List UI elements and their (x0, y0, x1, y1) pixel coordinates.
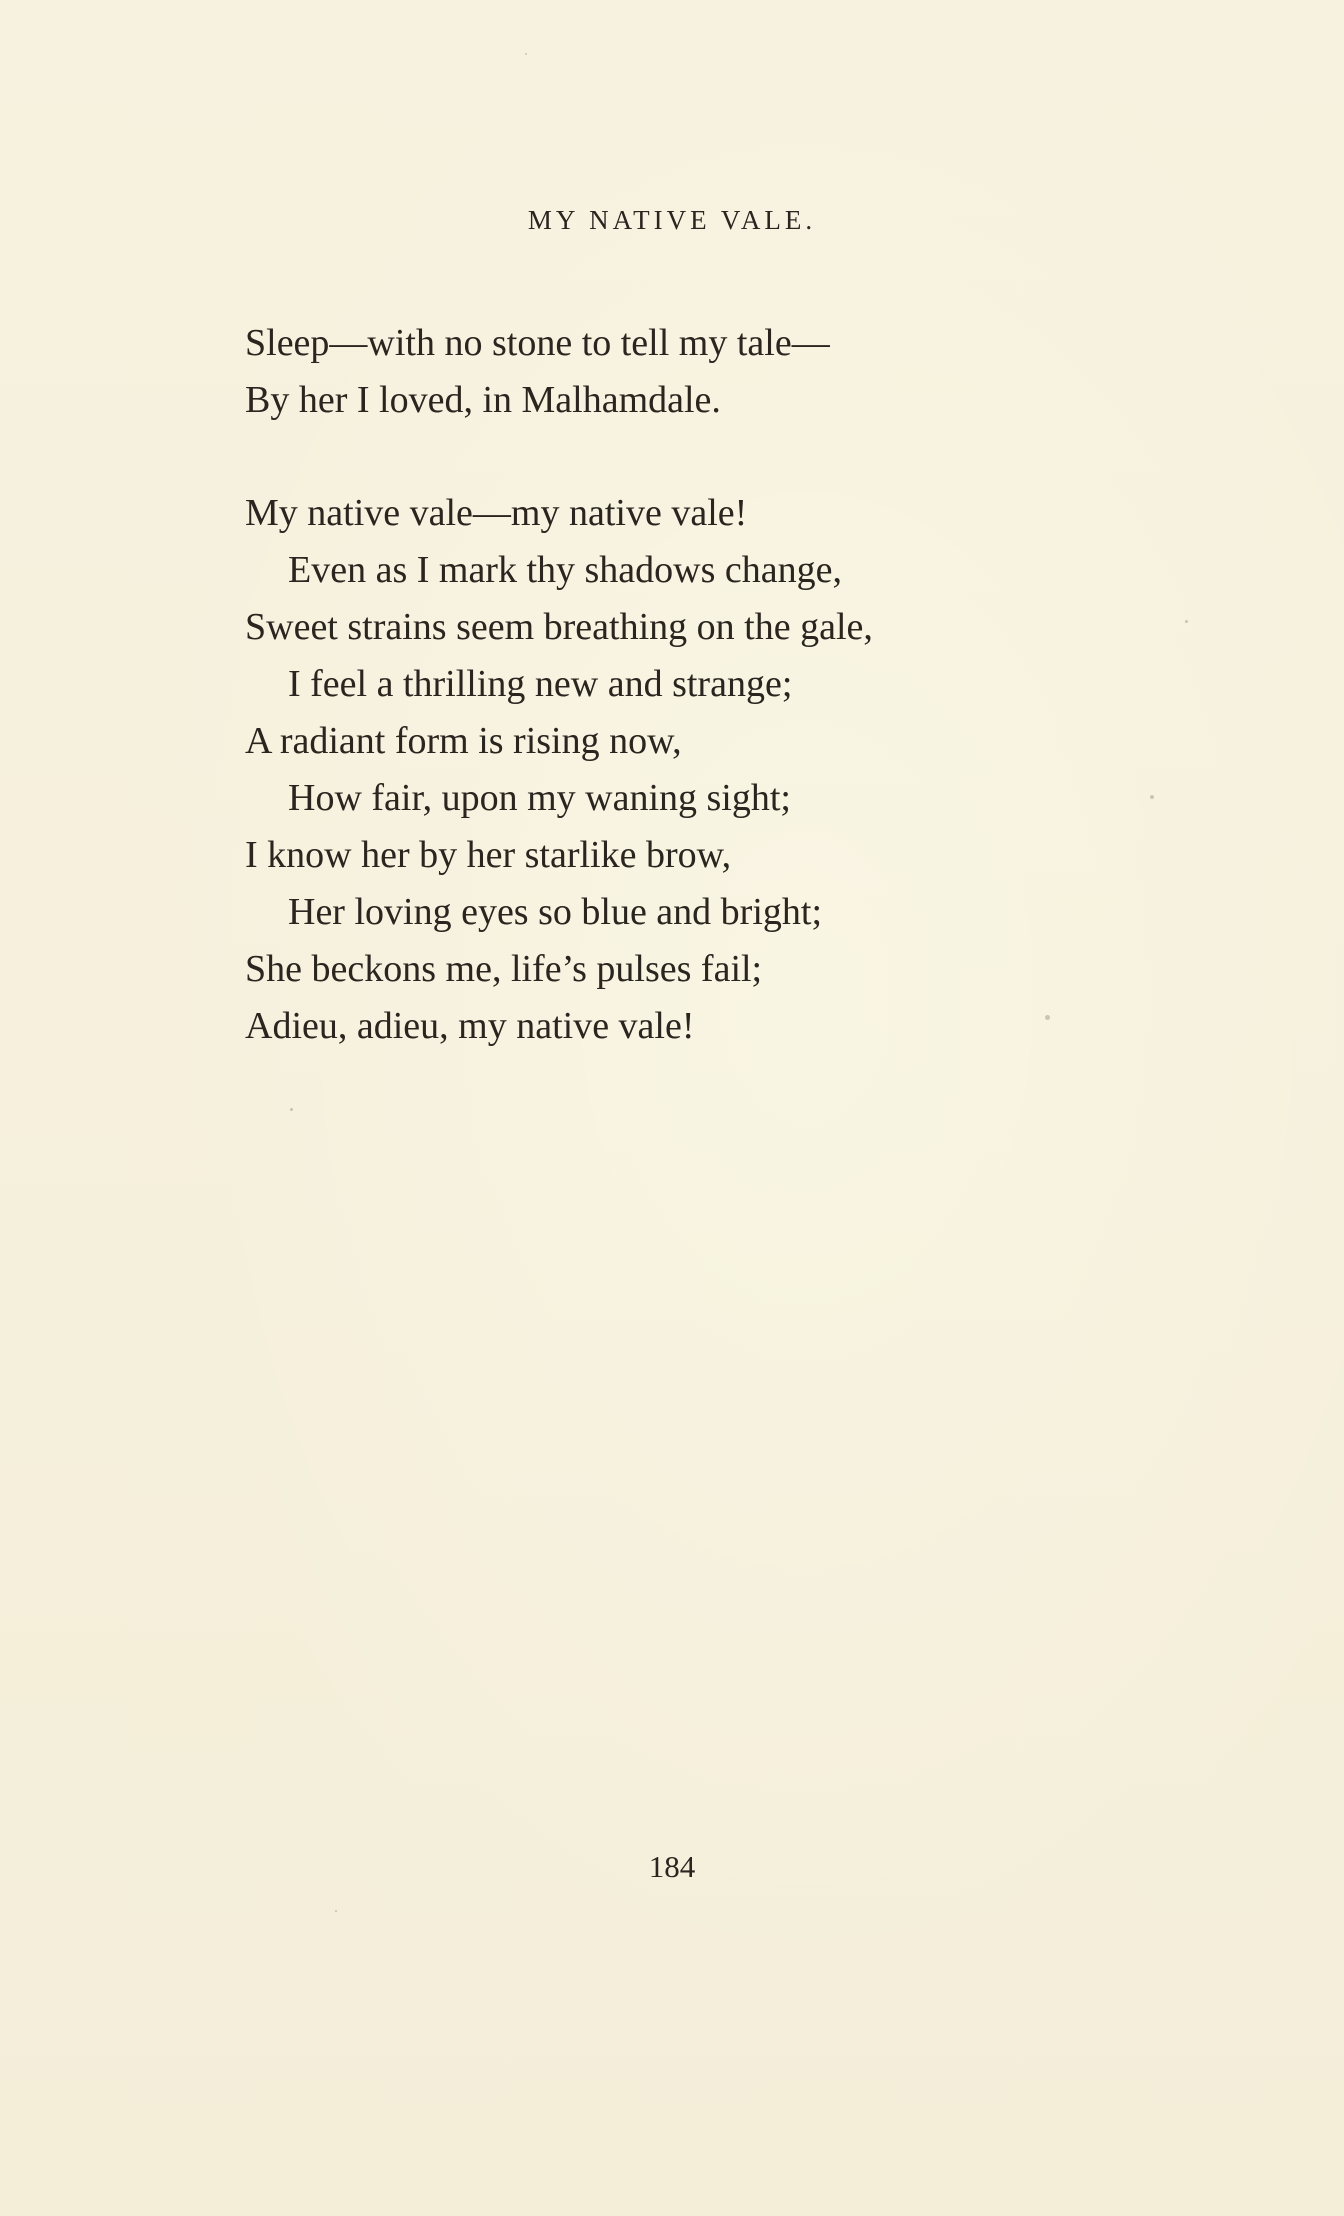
stanza-1 (245, 315, 1125, 429)
poem-line: Sleep—with no stone to tell my tale— (245, 322, 830, 364)
page-number: 184 (648, 1849, 696, 1884)
paper-speck (1185, 620, 1188, 623)
poem-line: I feel a thrilling new and strange; (288, 663, 793, 705)
poem-line: She beckons me, life’s pulses fail; (245, 948, 763, 990)
poem-line: How fair, upon my waning sight; (288, 777, 791, 819)
poem-line: A radiant form is rising now, (245, 720, 682, 762)
stanza-2 (245, 485, 1125, 1055)
poem-line: Even as I mark thy shadows change, (288, 549, 843, 591)
paper-speck (290, 1108, 293, 1111)
running-head: MY NATIVE VALE. (527, 205, 817, 235)
poem (245, 315, 1125, 1111)
poem-line: Sweet strains seem breathing on the gale, (245, 606, 873, 648)
poem-line: By her I loved, in Malhamdale. (245, 379, 721, 421)
paper-speck (1045, 1015, 1050, 1020)
paper-speck (525, 53, 527, 55)
paper-speck (335, 1910, 337, 1912)
poem-line: Her loving eyes so blue and bright; (288, 891, 823, 933)
poem-line: My native vale—my native vale! (245, 492, 748, 534)
paper-speck (1150, 795, 1154, 799)
poem-line: I know her by her starlike brow, (245, 834, 732, 876)
poem-line: Adieu, adieu, my native vale! (245, 1005, 695, 1047)
